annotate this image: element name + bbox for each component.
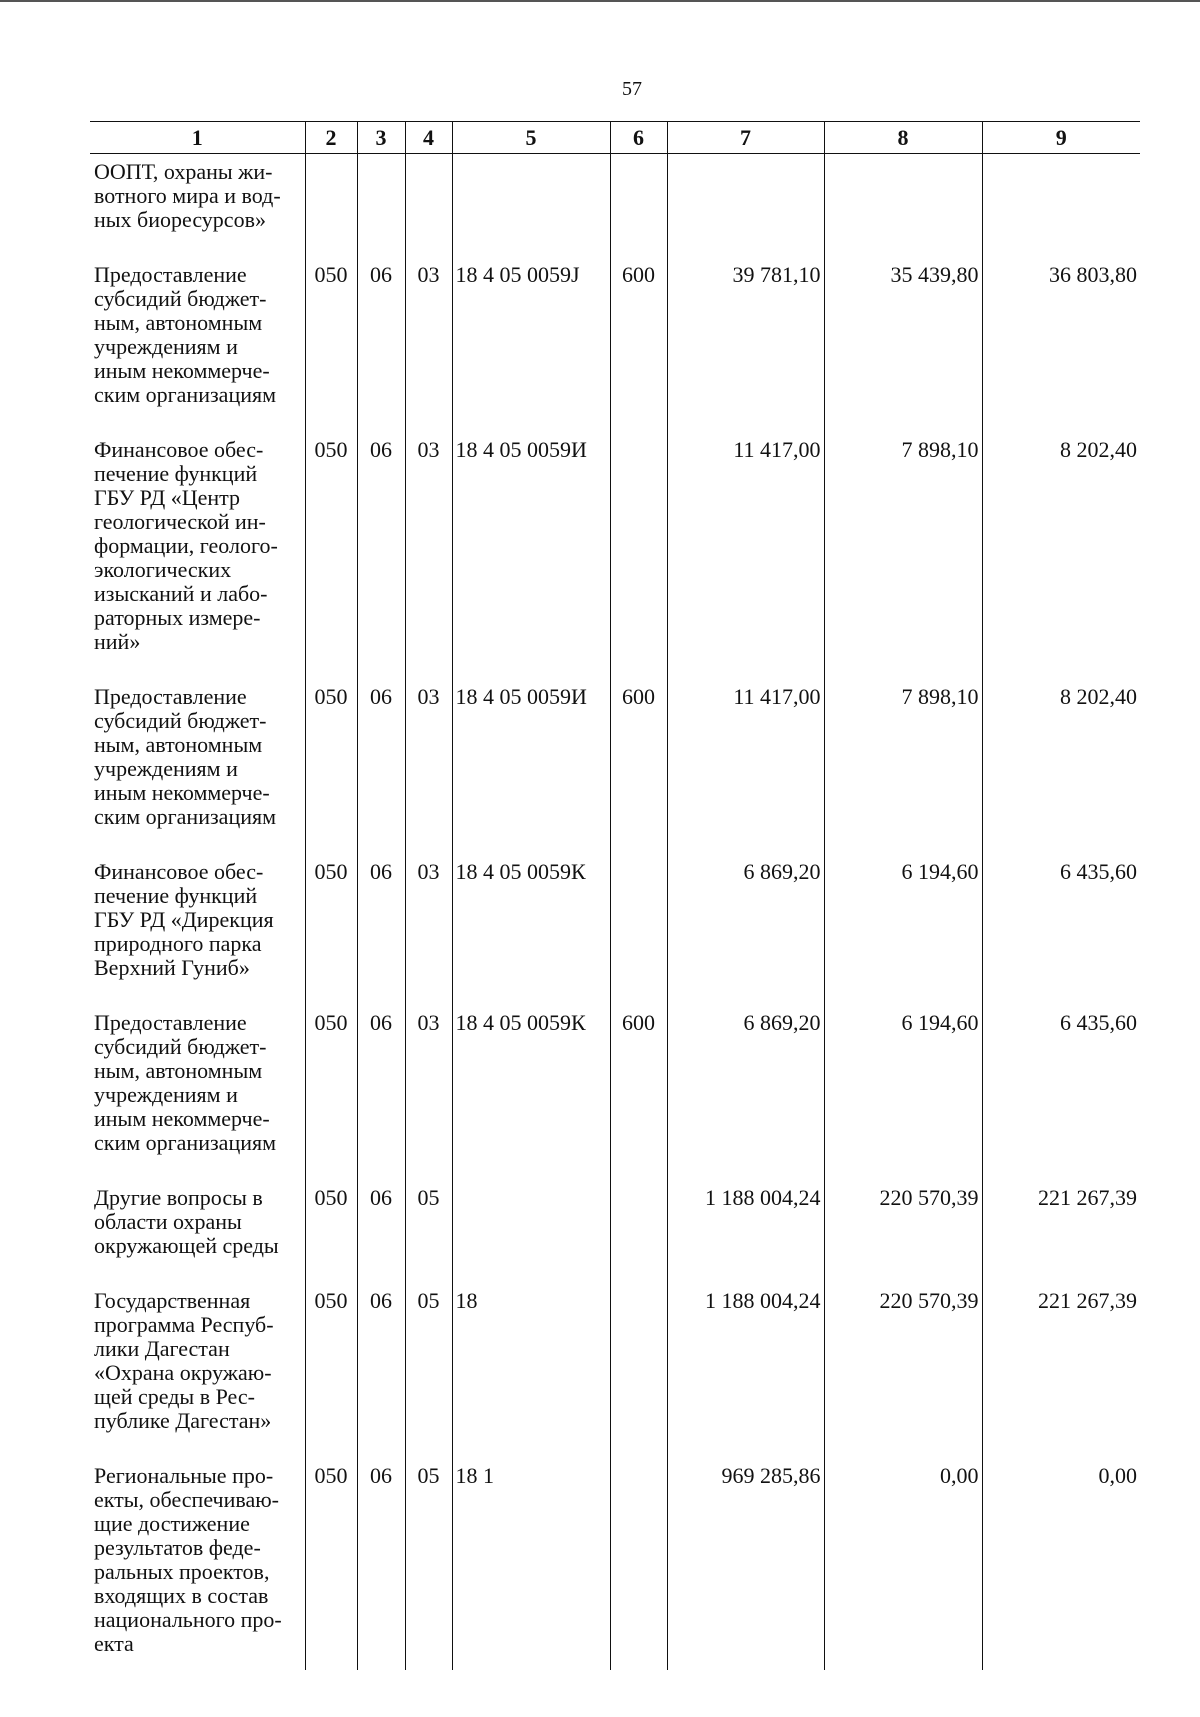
code-expense-type: 600 (610, 674, 667, 849)
code-subsection: 03 (405, 1000, 452, 1175)
amount-col7: 1 188 004,24 (667, 1278, 824, 1453)
code-section: 06 (357, 1453, 405, 1670)
code-chapter: 050 (305, 1000, 357, 1175)
code-target-article (452, 154, 610, 253)
row-label: Региональные про- екты, обеспечиваю- щие достижение результатов феде- ральных проектов, входящих в состав национального про- екта (90, 1453, 305, 1670)
amount-col8: 220 570,39 (824, 1175, 982, 1278)
page-top-border (0, 0, 1200, 2)
code-expense-type (610, 1278, 667, 1453)
code-chapter: 050 (305, 427, 357, 674)
code-target-article: 18 4 05 0059К (452, 1000, 610, 1175)
code-target-article: 18 (452, 1278, 610, 1453)
table-row (90, 674, 1140, 849)
row-label: Предоставление субсидий бюджет- ным, автономным учреждениям и иным некоммерче- ским организациям (90, 252, 305, 427)
amount-col8 (824, 154, 982, 253)
amount-col7: 39 781,10 (667, 252, 824, 427)
column-header: 3 (357, 122, 405, 154)
code-subsection: 05 (405, 1175, 452, 1278)
code-chapter: 050 (305, 1278, 357, 1453)
amount-col8: 6 194,60 (824, 1000, 982, 1175)
column-header: 8 (824, 122, 982, 154)
amount-col7: 1 188 004,24 (667, 1175, 824, 1278)
amount-col8: 220 570,39 (824, 1278, 982, 1453)
code-target-article (452, 1175, 610, 1278)
column-header: 7 (667, 122, 824, 154)
code-target-article: 18 1 (452, 1453, 610, 1670)
code-chapter: 050 (305, 252, 357, 427)
column-header: 2 (305, 122, 357, 154)
table-row (90, 849, 1140, 1000)
table-row (90, 252, 1140, 427)
row-label: Финансовое обес- печение функций ГБУ РД «Центр геологической ин- формации, геолого- экологических изысканий и лабо- раторных измере- ний» (90, 427, 305, 674)
code-section: 06 (357, 849, 405, 1000)
row-label: Предоставление субсидий бюджет- ным, автономным учреждениям и иным некоммерче- ским организациям (90, 674, 305, 849)
header-row (90, 122, 1140, 154)
amount-col8: 7 898,10 (824, 427, 982, 674)
code-chapter: 050 (305, 1453, 357, 1670)
table-row (90, 154, 1140, 253)
column-header: 6 (610, 122, 667, 154)
amount-col9: 8 202,40 (982, 427, 1140, 674)
amount-col8: 7 898,10 (824, 674, 982, 849)
table-row (90, 1278, 1140, 1453)
budget-table (90, 121, 1140, 1670)
code-section: 06 (357, 252, 405, 427)
table-body (90, 154, 1140, 1671)
column-header: 9 (982, 122, 1140, 154)
code-chapter: 050 (305, 1175, 357, 1278)
code-target-article: 18 4 05 0059И (452, 427, 610, 674)
code-chapter: 050 (305, 849, 357, 1000)
code-expense-type (610, 154, 667, 253)
amount-col8: 0,00 (824, 1453, 982, 1670)
code-expense-type (610, 1453, 667, 1670)
amount-col7 (667, 154, 824, 253)
amount-col9 (982, 154, 1140, 253)
code-expense-type (610, 1175, 667, 1278)
code-expense-type: 600 (610, 252, 667, 427)
code-section (357, 154, 405, 253)
code-chapter: 050 (305, 674, 357, 849)
code-subsection: 03 (405, 252, 452, 427)
code-chapter (305, 154, 357, 253)
code-section: 06 (357, 1000, 405, 1175)
code-expense-type (610, 427, 667, 674)
code-section: 06 (357, 1278, 405, 1453)
amount-col7: 11 417,00 (667, 674, 824, 849)
code-section: 06 (357, 427, 405, 674)
amount-col7: 6 869,20 (667, 1000, 824, 1175)
row-label: Другие вопросы в области охраны окружающей среды (90, 1175, 305, 1278)
row-label: Государственная программа Респуб- лики Дагестан «Охрана окружаю- щей среды в Рес- публике Дагестан» (90, 1278, 305, 1453)
table-row (90, 1000, 1140, 1175)
amount-col9: 221 267,39 (982, 1278, 1140, 1453)
amount-col7: 969 285,86 (667, 1453, 824, 1670)
table-row (90, 427, 1140, 674)
amount-col9: 221 267,39 (982, 1175, 1140, 1278)
row-label: Финансовое обес- печение функций ГБУ РД «Дирекция природного парка Верхний Гуниб» (90, 849, 305, 1000)
code-subsection (405, 154, 452, 253)
code-target-article: 18 4 05 0059И (452, 674, 610, 849)
code-target-article: 18 4 05 0059К (452, 849, 610, 1000)
table-row (90, 1175, 1140, 1278)
code-subsection: 03 (405, 849, 452, 1000)
amount-col9: 8 202,40 (982, 674, 1140, 849)
code-target-article: 18 4 05 0059J (452, 252, 610, 427)
amount-col9: 6 435,60 (982, 1000, 1140, 1175)
code-section: 06 (357, 674, 405, 849)
code-subsection: 03 (405, 427, 452, 674)
amount-col7: 11 417,00 (667, 427, 824, 674)
amount-col8: 6 194,60 (824, 849, 982, 1000)
amount-col9: 6 435,60 (982, 849, 1140, 1000)
code-subsection: 05 (405, 1278, 452, 1453)
page-number: 57 (622, 78, 642, 100)
column-header: 4 (405, 122, 452, 154)
code-subsection: 05 (405, 1453, 452, 1670)
row-label: Предоставление субсидий бюджет- ным, автономным учреждениям и иным некоммерче- ским организациям (90, 1000, 305, 1175)
code-expense-type (610, 849, 667, 1000)
amount-col8: 35 439,80 (824, 252, 982, 427)
column-header: 1 (90, 122, 305, 154)
amount-col7: 6 869,20 (667, 849, 824, 1000)
column-header: 5 (452, 122, 610, 154)
table-row (90, 1453, 1140, 1670)
code-subsection: 03 (405, 674, 452, 849)
amount-col9: 0,00 (982, 1453, 1140, 1670)
row-label: ООПТ, охраны жи- вотного мира и вод- ных биоресурсов» (90, 154, 305, 253)
code-section: 06 (357, 1175, 405, 1278)
code-expense-type: 600 (610, 1000, 667, 1175)
amount-col9: 36 803,80 (982, 252, 1140, 427)
